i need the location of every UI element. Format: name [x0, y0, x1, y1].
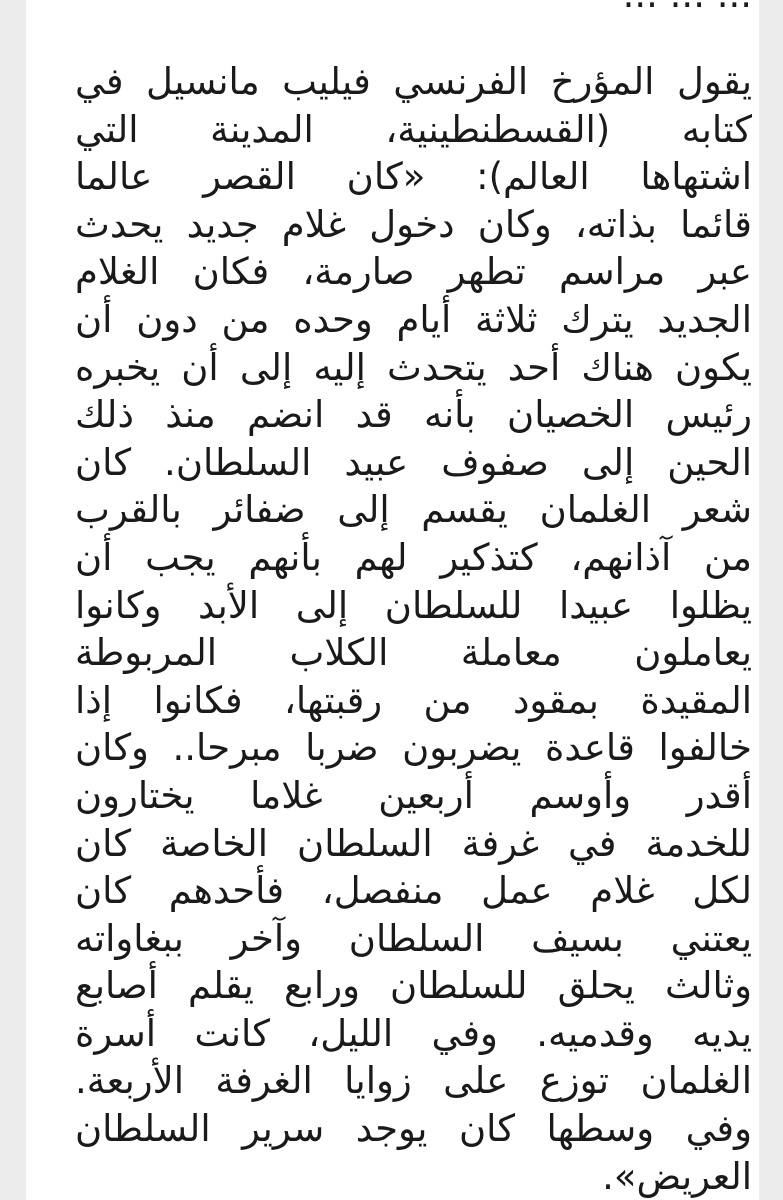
- paragraph-line: العريض».: [602, 1154, 752, 1198]
- text-area: [75, 0, 752, 1200]
- paragraph-line: لكل غلام عمل منفصل، فأحدهم كان: [75, 869, 752, 913]
- paragraph-line: الحين إلى صفوف عبيد السلطان. كان: [75, 440, 752, 484]
- paragraph-line: يديه وقدميه. وفي الليل، كانت أسرة: [75, 1011, 752, 1055]
- paragraph-line: وفي وسطها كان يوجد سرير السلطان: [75, 1107, 752, 1151]
- paragraph-line: من آذانهم، كتذكير لهم بأنهم يجب أن: [75, 535, 752, 579]
- paragraph-line: كتابه (القسطنطينية، المدينة التي: [75, 107, 752, 151]
- paragraph-line: خالفوا قاعدة يضربون ضربا مبرحا.. وكان: [75, 726, 752, 770]
- paragraph-line: يقول المؤرخ الفرنسي فيليب مانسيل في: [75, 60, 752, 103]
- paragraph-line: شعر الغلمان يقسم إلى ضفائر بالقرب: [75, 488, 752, 532]
- paragraph-line: الجديد يترك ثلاثة أيام وحده من دون أن: [75, 297, 752, 341]
- paragraph-line: وثالث يحلق للسلطان ورابع يقلم أصابع: [75, 964, 752, 1008]
- paragraph-line: قائما بذاته، وكان دخول غلام جديد يحدث: [75, 202, 752, 246]
- paragraph-line: يعاملون معاملة الكلاب المربوطة: [75, 631, 752, 675]
- paragraph-line: يعتني بسيف السلطان وآخر ببغاواته: [75, 916, 752, 960]
- paragraph-line: اشتهاها العالم): «كان القصر عالما: [75, 155, 752, 199]
- paragraph-line: يظلوا عبيدا للسلطان إلى الأبد وكانوا: [75, 583, 752, 627]
- paragraph-line: أقدر وأوسم أربعين غلاما يختارون: [75, 773, 752, 817]
- right-gutter: [759, 0, 783, 1200]
- paragraph-line: يكون هناك أحد يتحدث إليه إلى أن يخبره: [75, 345, 752, 389]
- cut-off-top-line: [623, 0, 752, 17]
- paragraph-line: عبر مراسم تطهر صارمة، فكان الغلام: [75, 250, 752, 294]
- paragraph-line: الغلمان توزع على زوايا الغرفة الأربعة.: [75, 1059, 752, 1103]
- text-card: [26, 0, 759, 1200]
- left-gutter: [0, 0, 26, 1200]
- paragraph-line: للخدمة في غرفة السلطان الخاصة كان: [75, 821, 752, 865]
- article-paragraph: [75, 58, 752, 1200]
- paragraph-line: رئيس الخصيان بأنه قد انضم منذ ذلك: [75, 393, 752, 437]
- paragraph-line: المقيدة بمقود من رقبتها، فكانوا إذا: [75, 678, 752, 722]
